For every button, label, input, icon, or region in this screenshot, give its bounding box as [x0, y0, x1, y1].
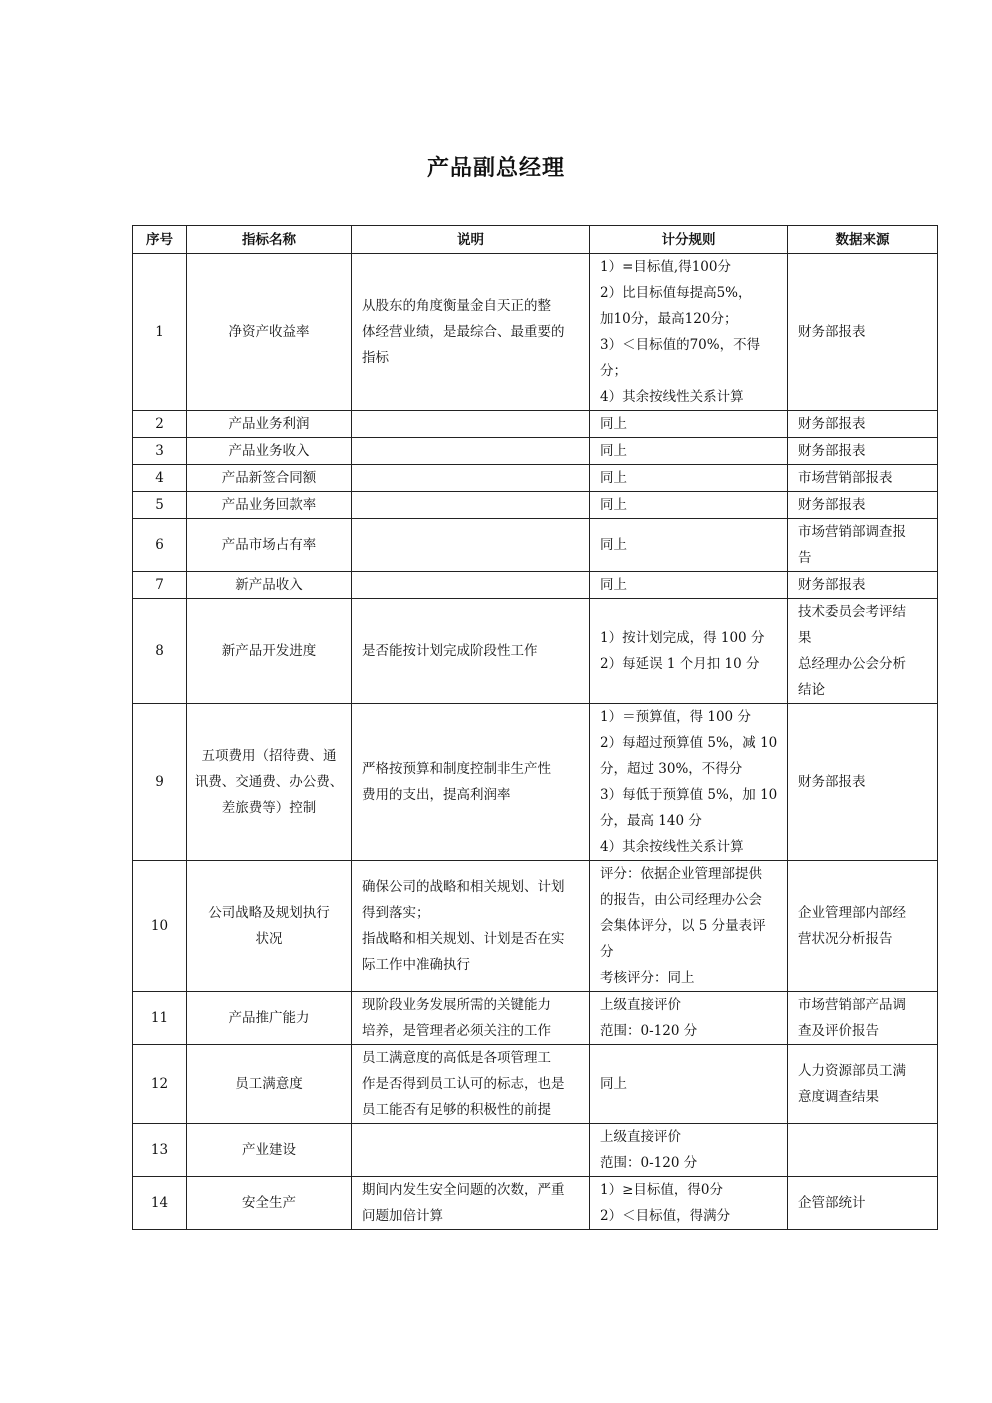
table-row: [133, 465, 938, 492]
table-row: [133, 572, 938, 599]
table-row: [133, 704, 938, 861]
description-cell: [352, 992, 590, 1045]
scoring-rule-line: 同上: [600, 537, 627, 553]
indicator-name-line: 新产品开发进度: [221, 643, 317, 659]
data-source-cell: [788, 254, 938, 411]
indicator-name-cell: [187, 438, 352, 465]
indicator-name-line: 产品推广能力: [228, 1010, 310, 1026]
scoring-rule-line: 分，超过 30%，不得分: [600, 761, 743, 777]
description-cell: [352, 861, 590, 992]
data-source-line: 财务部报表: [798, 416, 866, 432]
description-line: 确保公司的战略和相关规划、计划: [362, 879, 565, 895]
description-cell: [352, 465, 590, 492]
scoring-rule-cell: [590, 1045, 788, 1124]
indicator-name-cell: [187, 519, 352, 572]
scoring-rule-line: 2）比目标值每提高5%，: [600, 285, 752, 301]
scoring-rule-cell: [590, 411, 788, 438]
scoring-rule-cell: [590, 254, 788, 411]
description-cell: [352, 411, 590, 438]
indicator-name-line: 净资产收益率: [228, 324, 310, 340]
scoring-rule-line: 分，最高 140 分: [600, 813, 702, 829]
scoring-rule-line: 2）每延误 1 个月扣 10 分: [600, 656, 760, 672]
header-no: 序号: [133, 226, 187, 254]
indicator-name-cell: [187, 1177, 352, 1230]
indicator-name-line: 产品市场占有率: [221, 537, 317, 553]
scoring-rule-line: 同上: [600, 443, 627, 459]
data-source-cell: [788, 861, 938, 992]
description-cell: [352, 572, 590, 599]
indicator-name-line: 产品业务回款率: [221, 497, 317, 513]
data-source-line: 企业管理部内部经: [798, 905, 906, 921]
scoring-rule-line: 上级直接评价: [600, 997, 681, 1013]
description-line: 作是否得到员工认可的标志，也是: [362, 1076, 565, 1092]
data-source-line: 市场营销部调查报: [798, 524, 906, 540]
scoring-rule-cell: [590, 599, 788, 704]
scoring-rule-cell: [590, 1177, 788, 1230]
data-source-line: 财务部报表: [798, 324, 866, 340]
description-cell: [352, 254, 590, 411]
scoring-rule-line: 1）按计划完成，得 100 分: [600, 630, 765, 646]
scoring-rule-cell: [590, 992, 788, 1045]
scoring-rule-line: 4）其余按线性关系计算: [600, 839, 744, 855]
scoring-rule-line: 1）≥目标值，得0分: [600, 1182, 723, 1198]
indicator-name-cell: [187, 411, 352, 438]
data-source-cell: [788, 465, 938, 492]
description-cell: [352, 1177, 590, 1230]
data-source-line: 意度调查结果: [798, 1089, 879, 1105]
row-number: 10: [133, 861, 187, 992]
row-number: 11: [133, 992, 187, 1045]
data-source-line: 财务部报表: [798, 497, 866, 513]
row-number: 6: [133, 519, 187, 572]
indicator-name-cell: [187, 254, 352, 411]
indicator-name-line: 讯费、交通费、办公费、: [194, 774, 344, 790]
data-source-line: 财务部报表: [798, 443, 866, 459]
page-title: 产品副总经理: [426, 156, 565, 181]
scoring-rule-line: 同上: [600, 1076, 627, 1092]
table-row: [133, 1177, 938, 1230]
table-row: [133, 992, 938, 1045]
data-source-cell: [788, 572, 938, 599]
data-source-cell: [788, 1124, 938, 1177]
indicator-name-cell: [187, 465, 352, 492]
table-row: [133, 519, 938, 572]
description-line: 从股东的角度衡量金自天正的整: [362, 298, 551, 314]
description-line: 际工作中准确执行: [362, 957, 470, 973]
row-number: 5: [133, 492, 187, 519]
indicator-name-cell: [187, 992, 352, 1045]
table-row: [133, 861, 938, 992]
table-row: [133, 254, 938, 411]
scoring-rule-line: 范围：0-120 分: [600, 1155, 698, 1171]
data-source-cell: [788, 1177, 938, 1230]
data-source-cell: [788, 492, 938, 519]
data-source-line: 财务部报表: [798, 577, 866, 593]
row-number: 2: [133, 411, 187, 438]
scoring-rule-line: 会集体评分，以 5 分量表评: [600, 918, 766, 934]
description-line: 员工能否有足够的积极性的前提: [362, 1102, 551, 1118]
data-source-cell: [788, 704, 938, 861]
row-number: 12: [133, 1045, 187, 1124]
indicator-name-cell: [187, 1124, 352, 1177]
data-source-cell: [788, 992, 938, 1045]
indicator-name-line: 员工满意度: [235, 1076, 303, 1092]
description-line: 得到落实；: [362, 905, 430, 921]
scoring-rule-line: 同上: [600, 577, 627, 593]
indicator-name-line: 新产品收入: [235, 577, 303, 593]
indicator-name-line: 产品业务利润: [228, 416, 310, 432]
description-line: 期间内发生安全问题的次数，严重: [362, 1182, 565, 1198]
description-line: 问题加倍计算: [362, 1208, 443, 1224]
description-cell: [352, 1045, 590, 1124]
scoring-rule-line: 分: [600, 944, 614, 960]
scoring-rule-line: 同上: [600, 470, 627, 486]
scoring-rule-line: 的报告，由公司经理办公会: [600, 892, 762, 908]
description-line: 费用的支出，提高利润率: [362, 787, 511, 803]
scoring-rule-line: 同上: [600, 416, 627, 432]
scoring-rule-cell: [590, 465, 788, 492]
scoring-rule-line: 加10分，最高120分；: [600, 311, 738, 327]
scoring-rule-line: 2）每超过预算值 5%，减 10: [600, 735, 778, 751]
table-row: [133, 438, 938, 465]
data-source-cell: [788, 519, 938, 572]
data-source-line: 技术委员会考评结: [798, 604, 906, 620]
indicator-name-cell: [187, 704, 352, 861]
indicator-name-line: 安全生产: [242, 1195, 296, 1211]
scoring-rule-line: 1）=目标值,得100分: [600, 259, 731, 275]
kpi-table: [132, 225, 938, 1230]
indicator-name-line: 产品业务收入: [228, 443, 310, 459]
row-number: 1: [133, 254, 187, 411]
table-row: [133, 1045, 938, 1124]
scoring-rule-line: 同上: [600, 497, 627, 513]
data-source-line: 财务部报表: [798, 774, 866, 790]
scoring-rule-cell: [590, 519, 788, 572]
row-number: 7: [133, 572, 187, 599]
description-cell: [352, 519, 590, 572]
indicator-name-line: 五项费用（招待费、通: [201, 748, 337, 764]
scoring-rule-cell: [590, 861, 788, 992]
indicator-name-line: 状况: [255, 931, 283, 947]
row-number: 3: [133, 438, 187, 465]
data-source-cell: [788, 599, 938, 704]
header-name: 指标名称: [187, 226, 352, 254]
description-line: 严格按预算和制度控制非生产性: [362, 761, 551, 777]
scoring-rule-line: 考核评分：同上: [600, 970, 695, 986]
description-line: 现阶段业务发展所需的关键能力: [362, 997, 551, 1013]
indicator-name-cell: [187, 572, 352, 599]
data-source-line: 市场营销部报表: [798, 470, 893, 486]
scoring-rule-line: 评分：依据企业管理部提供: [600, 866, 762, 882]
data-source-cell: [788, 411, 938, 438]
description-line: 体经营业绩，是最综合、最重要的: [362, 324, 565, 340]
header-source: 数据来源: [788, 226, 938, 254]
indicator-name-line: 差旅费等）控制: [221, 800, 317, 816]
scoring-rule-cell: [590, 572, 788, 599]
data-source-line: 结论: [798, 682, 825, 698]
indicator-name-line: 产品新签合同额: [221, 470, 317, 486]
indicator-name-cell: [187, 492, 352, 519]
row-number: 14: [133, 1177, 187, 1230]
data-source-line: 查及评价报告: [798, 1023, 879, 1039]
scoring-rule-line: 范围：0-120 分: [600, 1023, 698, 1039]
table-row: [133, 492, 938, 519]
data-source-line: 市场营销部产品调: [798, 997, 906, 1013]
scoring-rule-line: 2）＜目标值，得满分: [600, 1208, 731, 1224]
description-cell: [352, 438, 590, 465]
header-desc: 说明: [352, 226, 590, 254]
table-row: [133, 1124, 938, 1177]
data-source-line: 总经理办公会分析: [798, 656, 906, 672]
table-row: [133, 599, 938, 704]
scoring-rule-cell: [590, 438, 788, 465]
scoring-rule-cell: [590, 492, 788, 519]
scoring-rule-line: 1）＝预算值，得 100 分: [600, 709, 751, 725]
data-source-line: 果: [798, 630, 812, 646]
data-source-line: 告: [798, 550, 812, 566]
indicator-name-line: 产业建设: [242, 1142, 296, 1158]
scoring-rule-line: 3）每低于预算值 5%，加 10: [600, 787, 778, 803]
description-line: 是否能按计划完成阶段性工作: [362, 643, 538, 659]
data-source-cell: [788, 438, 938, 465]
data-source-line: 企管部统计: [798, 1195, 866, 1211]
data-source-line: 营状况分析报告: [798, 931, 893, 947]
scoring-rule-cell: [590, 1124, 788, 1177]
table-body: [133, 254, 938, 1230]
scoring-rule-line: 上级直接评价: [600, 1129, 681, 1145]
row-number: 9: [133, 704, 187, 861]
description-line: 培养，是管理者必须关注的工作: [362, 1023, 551, 1039]
scoring-rule-cell: [590, 704, 788, 861]
description-line: 指标: [362, 350, 389, 366]
table-row: [133, 411, 938, 438]
description-cell: [352, 599, 590, 704]
table-header-row: [133, 226, 938, 254]
description-cell: [352, 1124, 590, 1177]
description-cell: [352, 492, 590, 519]
indicator-name-line: 公司战略及规划执行: [208, 905, 330, 921]
header-rule: 计分规则: [590, 226, 788, 254]
scoring-rule-line: 4）其余按线性关系计算: [600, 389, 744, 405]
indicator-name-cell: [187, 599, 352, 704]
description-line: 指战略和相关规划、计划是否在实: [362, 931, 565, 947]
description-line: 员工满意度的高低是各项管理工: [362, 1050, 551, 1066]
row-number: 4: [133, 465, 187, 492]
data-source-cell: [788, 1045, 938, 1124]
indicator-name-cell: [187, 861, 352, 992]
description-cell: [352, 704, 590, 861]
row-number: 13: [133, 1124, 187, 1177]
indicator-name-cell: [187, 1045, 352, 1124]
scoring-rule-line: 3）＜目标值的70%，不得: [600, 337, 761, 353]
data-source-line: 人力资源部员工满: [798, 1063, 906, 1079]
scoring-rule-line: 分；: [600, 363, 627, 379]
row-number: 8: [133, 599, 187, 704]
